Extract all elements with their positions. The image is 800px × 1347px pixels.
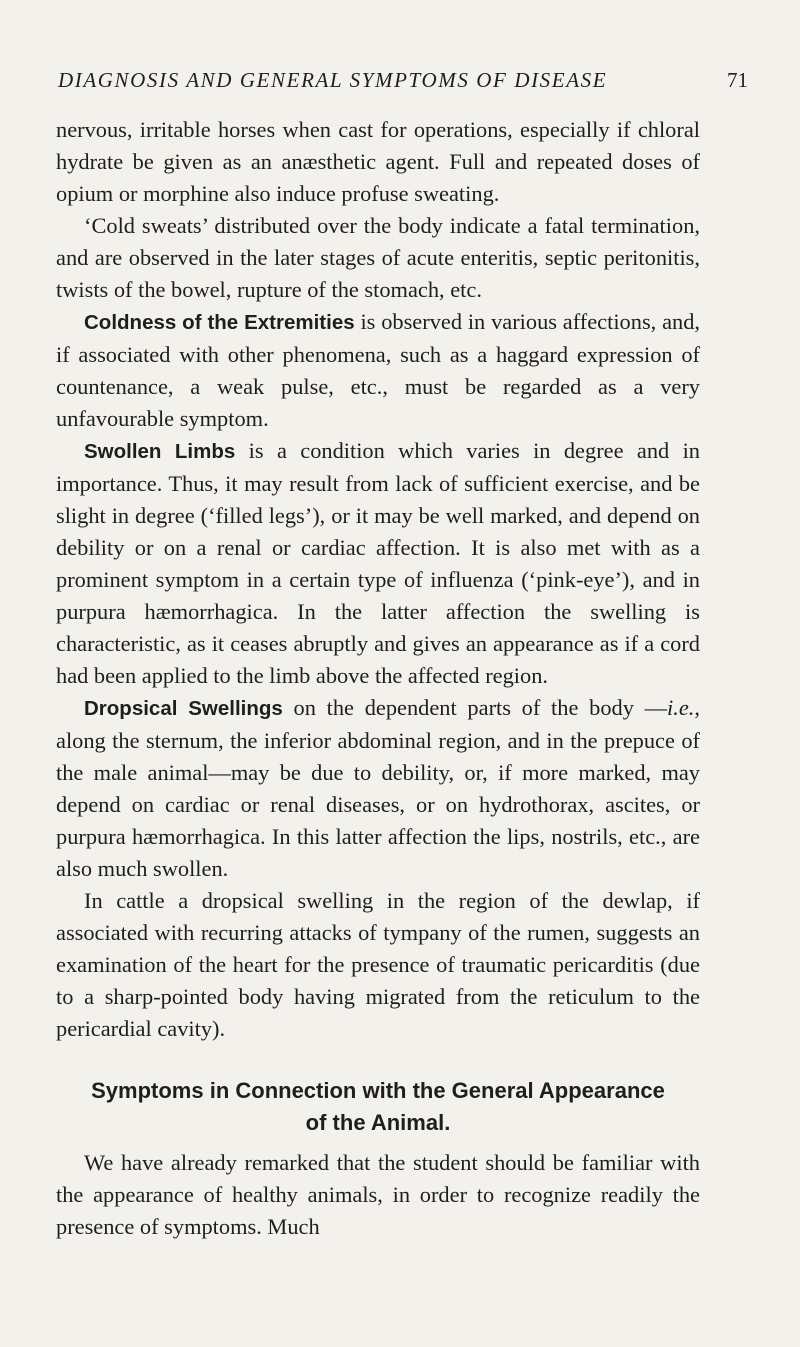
paragraph-cold-sweats: ‘Cold sweats’ distributed over the body indicate a fatal termination, and are observed in the later stages of acute enteritis, septic peritonitis, twists of the bowel, rupture of the stomach, etc. xyxy=(56,213,700,302)
paragraph-dropsical-swellings xyxy=(56,692,700,885)
paragraph-text: , along the sternum, the inferior abdominal region, and in the prepuce of the male animal—may be due to debility, or, if more marked, may depend on cardiac or renal diseases, or on hydrothorax, ascites, or purpura hæmorrhagica. In this latter affection the lips, nostrils, etc., are also much swollen. xyxy=(56,695,700,881)
paragraph-text: on the dependent parts of the body — xyxy=(282,695,668,720)
section-heading-line-1: Symptoms in Connection with the General Appearance xyxy=(91,1078,665,1103)
runin-heading-dropsical: Dropsical Swellings xyxy=(84,697,283,720)
runin-heading-swollen-limbs: Swollen Limbs xyxy=(84,440,236,463)
paragraph-text: is observed in various affections, and, if associated with other phenomena, such as a haggard expression of countenance, a weak pulse, etc., must be regarded as a very unfavourable symptom. xyxy=(56,309,701,431)
paragraph-coldness-extremities xyxy=(56,306,700,435)
section-heading-line-2: of the Animal. xyxy=(305,1110,451,1135)
paragraph-continued: nervous, irritable horses when cast for operations, especially if chloral hydrate be given as an anæsthetic agent. Full and repeated doses of opium or morphine also induce profuse sweating. xyxy=(56,117,700,206)
running-head xyxy=(58,68,748,93)
running-title: DIAGNOSIS AND GENERAL SYMPTOMS OF DISEASE xyxy=(58,68,608,92)
paragraph-swollen-limbs xyxy=(56,435,700,692)
page-body xyxy=(56,114,700,1243)
paragraph-text: is a condition which varies in degree and in importance. Thus, it may result from lack of sufficient exercise, and be slight in degree (‘filled legs’), or it may be well marked, and depend on debility or on a renal or cardiac affection. It is also met with as a prominent symptom in a certain type of influenza (‘pink-eye’), and in purpura hæmorrhagica. In the latter affection the swelling is characteristic, as it ceases abruptly and gives an appearance as if a cord had been applied to the limb above the affected region. xyxy=(56,438,700,688)
runin-heading-coldness: Coldness of the Extremities xyxy=(84,311,355,334)
section-heading xyxy=(56,1075,700,1139)
italic-ie: i.e. xyxy=(667,695,695,720)
paragraph-cattle-dewlap: In cattle a dropsical swelling in the region of the dewlap, if associated with recurring attacks of tympany of the rumen, suggests an examination of the heart for the presence of traumatic pericarditis (due to a sharp-pointed body having migrated from the reticulum to the pericardial cavity). xyxy=(56,888,700,1041)
paragraph-general-appearance: We have already remarked that the student should be familiar with the appearance of healthy animals, in order to recognize readily the presence of symptoms. Much xyxy=(56,1150,700,1239)
page-number: 71 xyxy=(727,68,748,92)
